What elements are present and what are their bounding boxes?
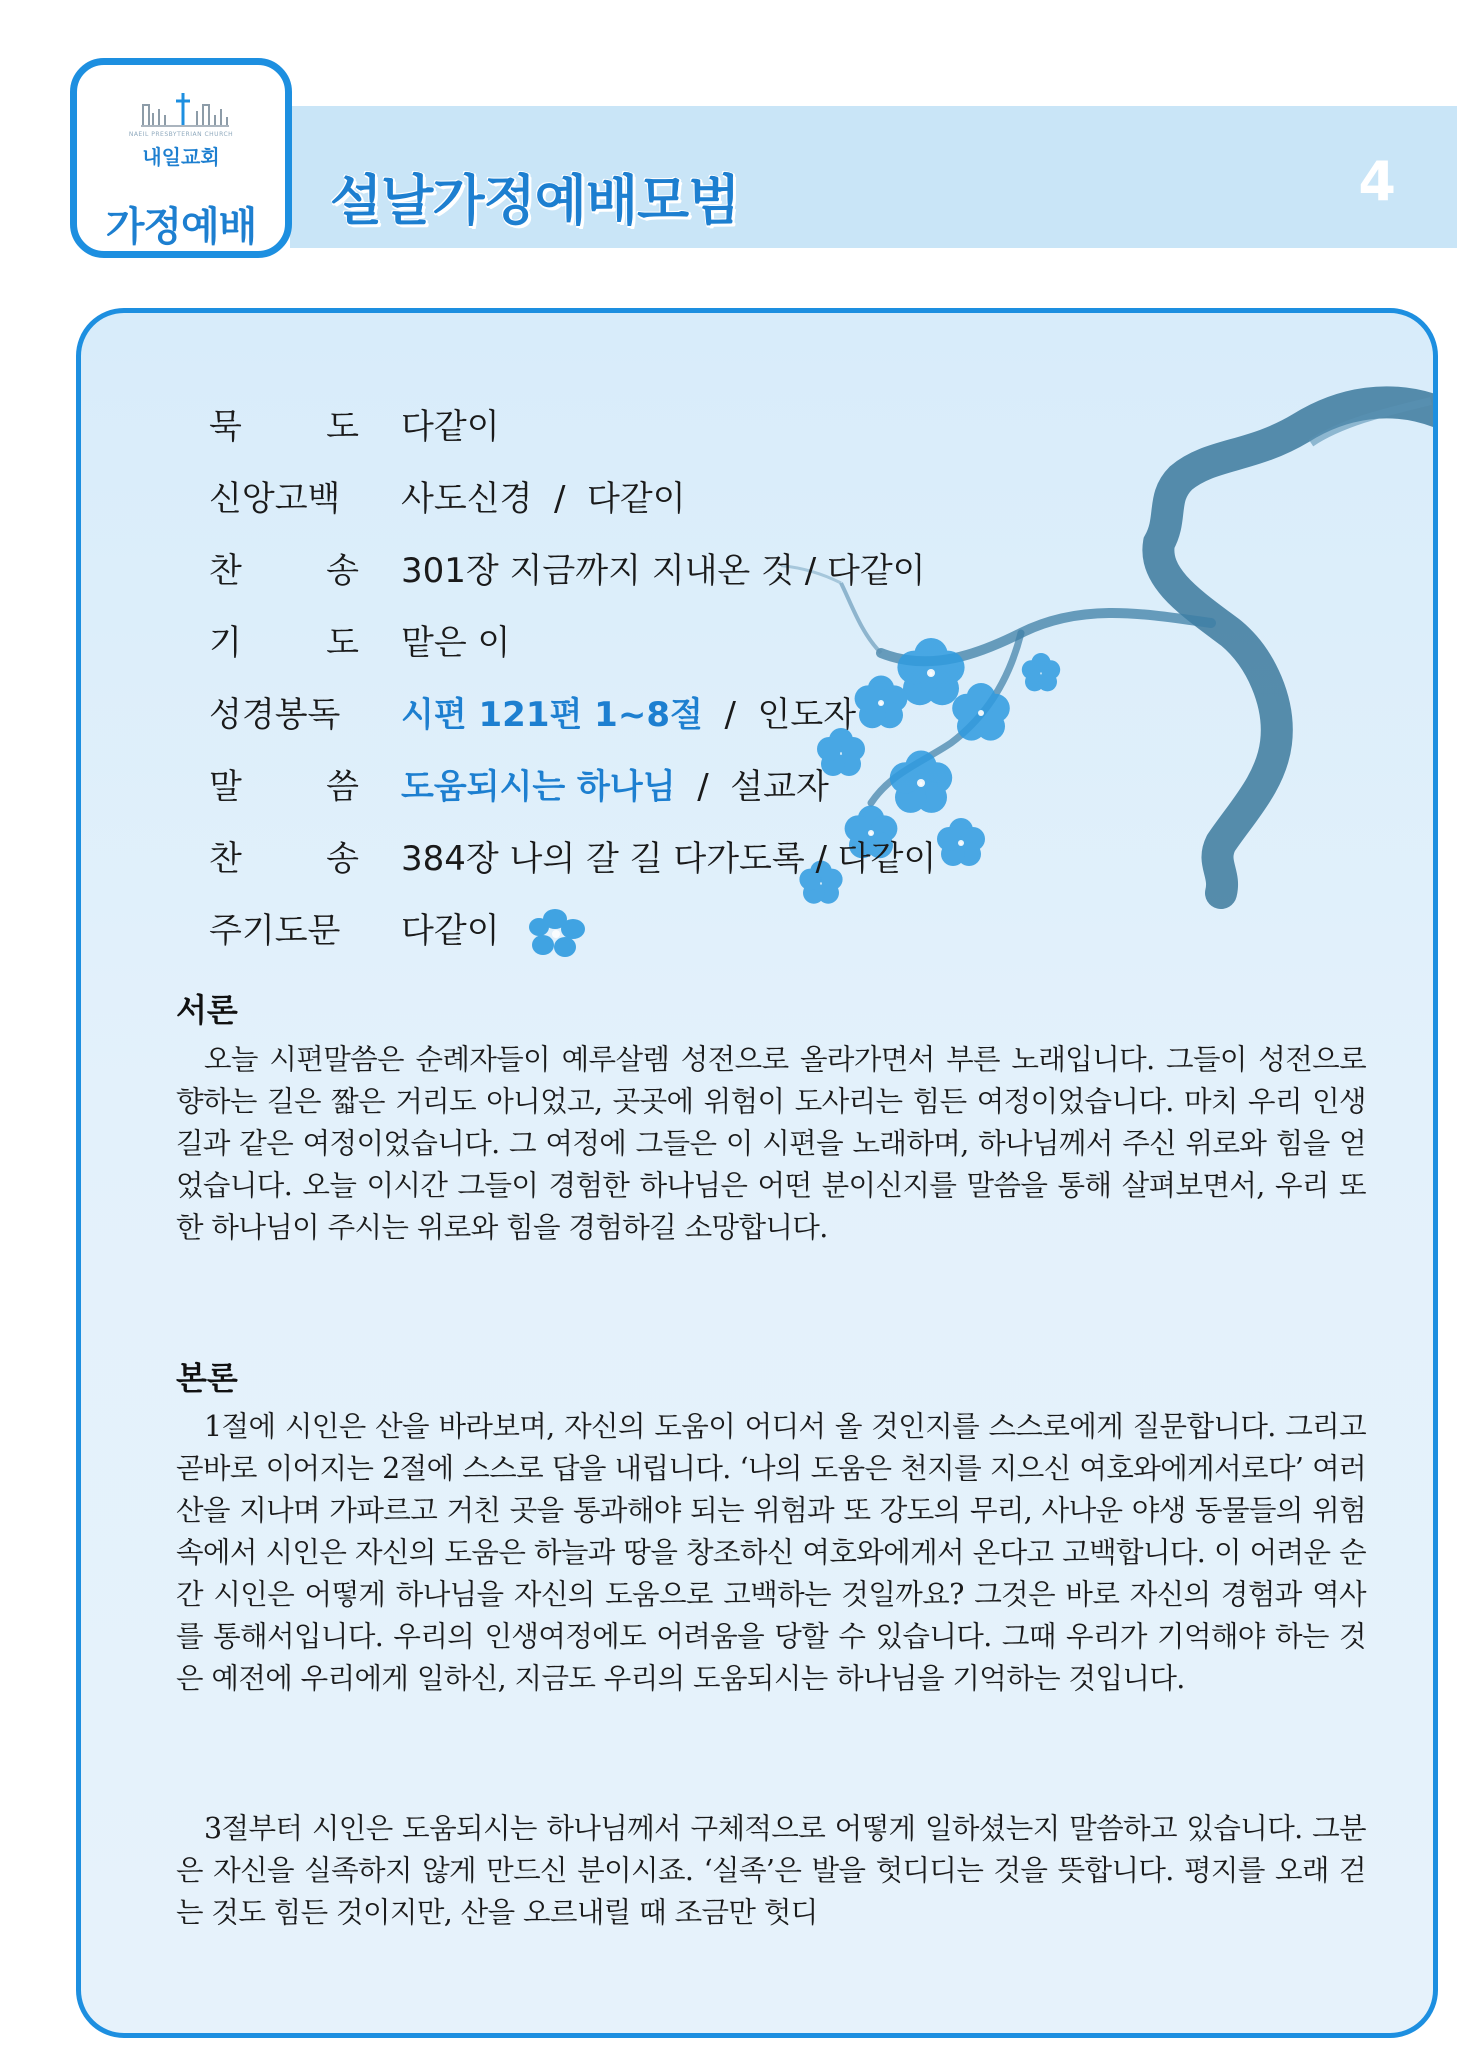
- church-logo-badge: [70, 58, 292, 258]
- page-title: 설날가정예배모범: [330, 169, 740, 232]
- order-value: 사도신경 / 다같이: [401, 479, 686, 519]
- order-label: 묵 도: [209, 407, 359, 447]
- sermon-title: 도움되시는 하나님: [401, 767, 676, 807]
- order-label: 신앙고백: [209, 479, 341, 519]
- church-skyline-cross-icon: [139, 91, 231, 127]
- body-paragraph: 3절부터 시인은 도움되시는 하나님께서 구체적으로 어떻게 일하셨는지 말씀하고 있습니다. 그분은 자신을 실족하지 않게 만드신 분이시죠. ‘실족’은 발을 헛디디는 것을 뜻합니다. 평지를 오래 걷는 것도 힘든 것이지만, 산을 오르내릴 때 조금만 헛디: [176, 1812, 1366, 1929]
- body-paragraph: 1절에 시인은 산을 바라보며, 자신의 도움이 어디서 올 것인지를 스스로에게 질문합니다. 그리고 곧바로 이어지는 2절에 스스로 답을 내립니다. ‘나의 도움은 천지를 지으신 여호와에게서로다’ 여러 산을 지나며 가파르고 거친 곳을 통과해야 되는 위험과 또 강도의 무리, 사나운 야생 동물들의 위험 속에서 시인은 자신의 도움은 하늘과 땅을 창조하신 여호와에게서 온다고 고백합니다. 이 어려운 순간 시인은 어떻게 하나님을 자신의 도움으로 고백하는 것일까요? 그것은 바로 자신의 경험과 역사를 통해서입니다. 우리의 인생여정에도 어려움을 당할 수 있습니다. 그때 우리가 기억해야 하는 것은 예전에 우리에게 일하신, 지금도 우리의 도움되시는 하나님을 기억하는 것입니다.: [176, 1410, 1366, 1695]
- order-label: 성경봉독: [209, 695, 341, 735]
- order-label: 찬 송: [209, 551, 359, 591]
- logo-caption: 가정예배: [105, 204, 257, 250]
- order-label: 주기도문: [209, 911, 341, 951]
- order-value: 맡은 이: [401, 623, 511, 663]
- order-value: 도움되시는 하나님 / 설교자: [401, 767, 829, 807]
- logo-church-name: 내일교회: [142, 145, 220, 169]
- section-heading-intro: 서론: [176, 991, 238, 1029]
- plum-blossom-branch-icon: [781, 373, 1438, 1133]
- order-label: 찬 송: [209, 839, 359, 879]
- order-value: 시편 121편 1~8절 / 인도자: [401, 695, 857, 735]
- section-heading-body: 본론: [176, 1359, 238, 1397]
- order-value: 다같이: [401, 911, 500, 951]
- content-panel: [76, 308, 1438, 2038]
- order-value: 다같이: [401, 407, 500, 447]
- scripture-reference: 시편 121편 1~8절: [401, 695, 703, 735]
- intro-paragraph: 오늘 시편말씀은 순례자들이 예루살렘 성전으로 올라가면서 부른 노래입니다. 그들이 성전으로 향하는 길은 짧은 거리도 아니었고, 곳곳에 위험이 도사리는 힘든 여정이었습니다. 마치 우리 인생길과 같은 여정이었습니다. 그 여정에 그들은 이 시편을 노래하며, 하나님께서 주신 위로와 힘을 얻었습니다. 오늘 이시간 그들이 경험한 하나님은 어떤 분이신지를 말씀을 통해 살펴보면서, 우리 또한 하나님이 주시는 위로와 힘을 경험하길 소망합니다.: [176, 1043, 1366, 1244]
- logo-subtitle: NAEIL PRESBYTERIAN CHURCH: [128, 131, 234, 138]
- page-number: 4: [1358, 150, 1397, 213]
- order-label: 기 도: [209, 623, 359, 663]
- blue-flower-icon: [525, 905, 589, 961]
- order-value: 301장 지금까지 지내온 것 / 다같이: [401, 551, 926, 591]
- order-label: 말 씀: [209, 767, 359, 807]
- order-value: 384장 나의 갈 길 다가도록 / 다같이: [401, 839, 937, 879]
